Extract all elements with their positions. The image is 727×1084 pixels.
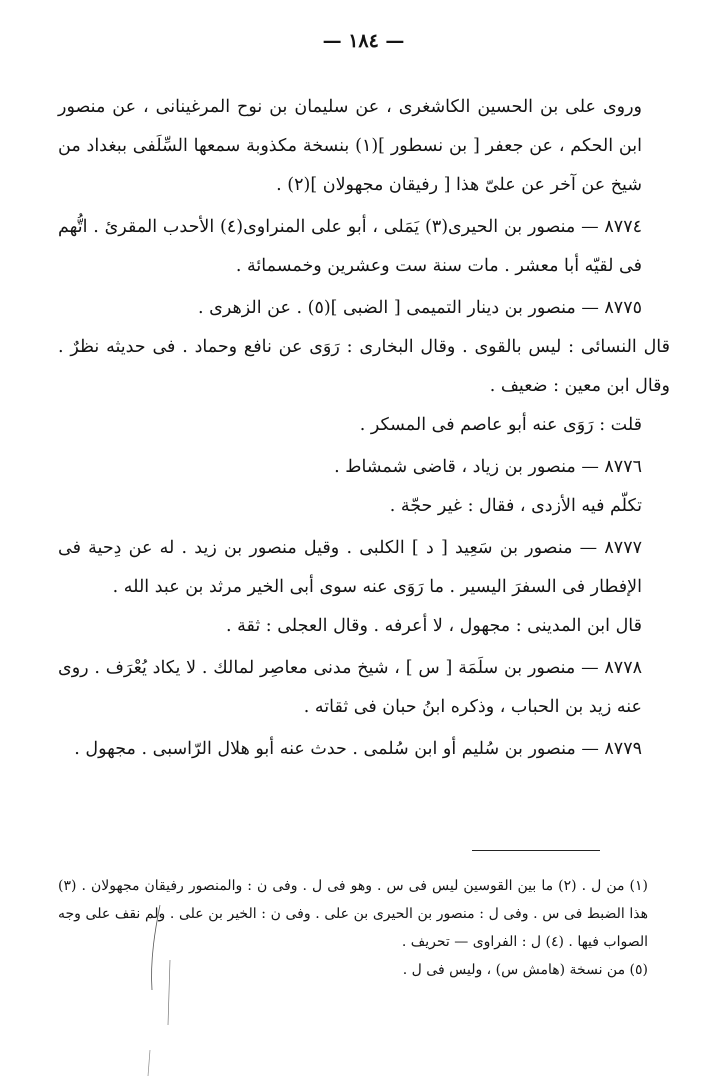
entry-8776-azdi: تكلّم فيه الأزدى ، فقال : غير حجّة . <box>389 496 642 516</box>
entry-8777-madini: قال ابن المدينى : مجهول ، لا أعرفه . وقال العجلى : ثقة . <box>225 616 642 636</box>
pencil-stroke-bottom <box>148 1050 150 1076</box>
entry-8775-note: قلت : رَوَى عنه أبو عاصم فى المسكر . <box>359 415 642 435</box>
entry-8776: ٨٧٧٦ — منصور بن زياد ، قاضى شمشاط . <box>334 457 642 477</box>
entry-8774: ٨٧٧٤ — منصور بن الحيرى(٣) يَمَلى ، أبو على المنراوى(٤) الأحدب المقرئ . اتُّهم فى لقيّه أبا معشر . مات سنة ست وعشرين وخمسمائة . <box>58 217 642 276</box>
entry-8779: ٨٧٧٩ — منصور بن سُليم أو ابن سُلمى . حدث عنه أبو هلال الرّاسبى . مجهول . <box>74 739 642 759</box>
entry-8777: ٨٧٧٧ — منصور بن سَعِيد [ د ] الكلبى . وقيل منصور بن زيد . له عن دِحية فى الإفطار فى السفرَ اليسير . ما رَوَى عنه سوى أبى الخير مرثد بن عبد الله . <box>58 538 642 597</box>
page-number: — ١٨٤ — <box>322 30 405 52</box>
entry-8775: ٨٧٧٥ — منصور بن دينار التميمى [ الضبى ](٥) . عن الزهرى . <box>198 298 642 318</box>
footnote-separator <box>472 850 600 851</box>
entry-8778: ٨٧٧٨ — منصور بن سلَمَة [ س ] ، شيخ مدنى معاصِر لمالك . لا يكاد يُعْرَف . روى عنه زيد بن الحباب ، وذكره ابنُ حبان فى ثقاته . <box>58 658 642 717</box>
footnote-1-to-4: (١) من ل . (٢) ما بين القوسين ليس فى س . وهو فى ل . وفى ن : والمنصور رفيقان مجهولان . (٣) هذا الضبط فى س . وفى ل : منصور بن الحيرى بن على . وفى ن : الخير بن على . ولم نقف على وجه الصواب فيها . (٤) ل : الفراوى — تحريف . <box>58 878 648 950</box>
main-text <box>58 88 670 769</box>
footnotes <box>58 872 670 984</box>
entry-8775-nasai: قال النسائى : ليس بالقوى . وقال البخارى : رَوَى عن نافع وحماد . فى حديثه نظرٌ . وقال ابن معين : ضعيف . <box>58 337 670 396</box>
paragraph-kashghari: وروى على بن الحسين الكاشغرى ، عن سليمان بن نوح المرغينانى ، عن منصور ابن الحكم ، عن جعفر [ بن نسطور ](١) بنسخة مكذوبة سمعها السِّلَفى ببغداد من شيخ عن آخر عن علىّ هذا [ رفيقان مجهولان ](٢) . <box>58 97 642 195</box>
footnote-5: (٥) من نسخة (هامش س) ، وليس فى ل . <box>402 962 648 978</box>
